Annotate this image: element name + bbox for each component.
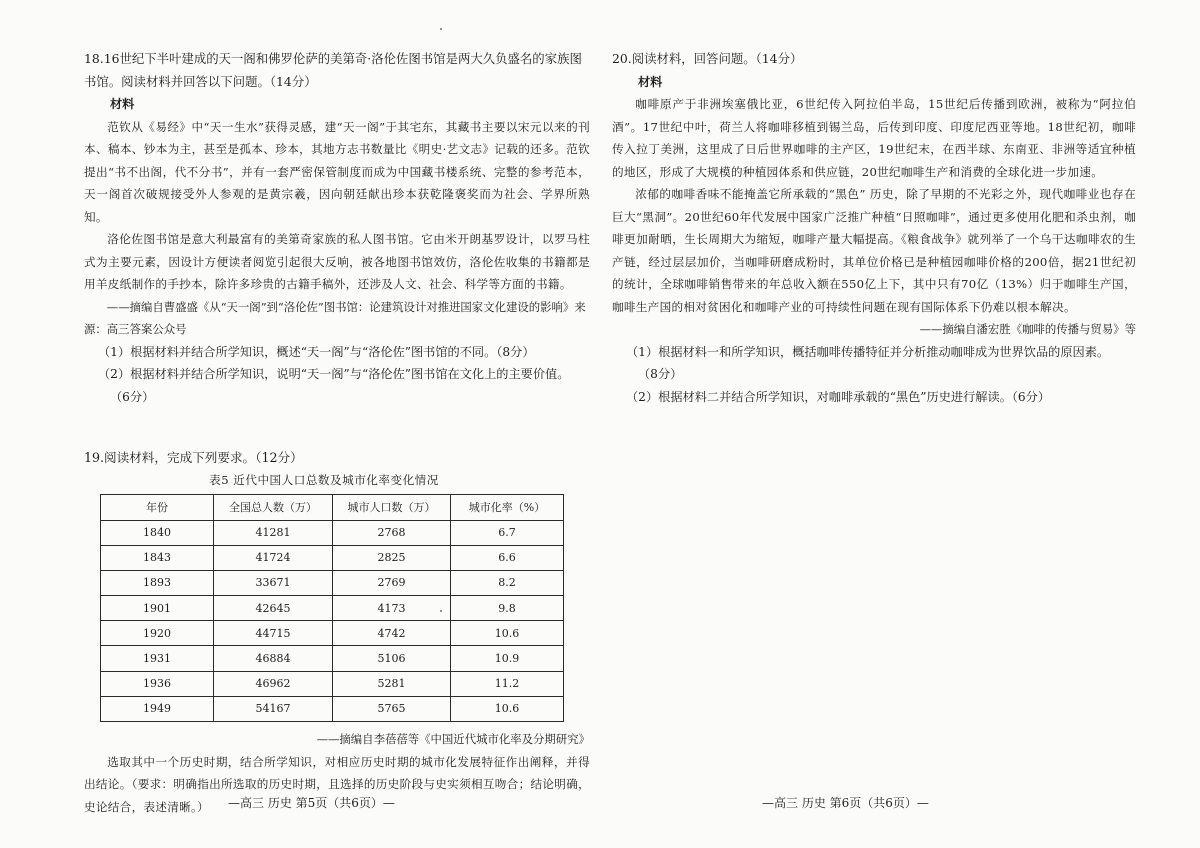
cell-rate: 10.6 bbox=[451, 621, 564, 646]
header-total-population: 全国总人数（万） bbox=[214, 494, 333, 520]
cell-rate: 6.7 bbox=[451, 520, 564, 545]
cell-rate: 10.6 bbox=[451, 696, 564, 721]
q18-material-label: 材料 bbox=[110, 97, 135, 111]
cell-rate: 6.6 bbox=[451, 545, 564, 570]
footer-page-6: —高三 历史 第6页（共6页）— bbox=[762, 796, 929, 810]
table-caption: 表5 近代中国人口总数及城市化率变化情况 bbox=[209, 472, 439, 487]
q18-paragraph-1: 范钦从《易经》中“天一生水”获得灵感，建“天一阁”于其宅东，其藏书主要以宋元以来的刊本、稿本、钞本为主，甚至是孤本、珍本，其地方志书数量比《明史·艺文志》记载的还多。范钦提出“书不出阁，代不分书”，并有一套严密保管制度而成为中国藏书楼系统、完整的参考范本，天一阁首次破规接受外人参观的是黄宗羲，因向朝廷献出珍本获乾隆褒奖而为社会、学界所熟知。 bbox=[84, 119, 590, 224]
cell-total: 41281 bbox=[214, 520, 333, 545]
cell-year: 1931 bbox=[101, 646, 214, 671]
table-row bbox=[101, 671, 564, 696]
cell-rate: 10.9 bbox=[451, 646, 564, 671]
cell-urban: 2769 bbox=[333, 570, 451, 595]
cell-total: 33671 bbox=[214, 570, 333, 595]
q18-sub-question-1: （1）根据材料并结合所学知识，概述“天一阁”与“洛伦佐”图书馆的不同。（8分） bbox=[98, 344, 535, 359]
cell-year: 1843 bbox=[101, 545, 214, 570]
q18-source: ——摘编自曹盛盛《从“天一阁”到“洛伦佐”图书馆：论建筑设计对推进国家文化建设的影响》来源：高三答案公众号 bbox=[84, 299, 586, 336]
table-row bbox=[101, 646, 564, 671]
cell-total: 46962 bbox=[214, 671, 333, 696]
cell-total: 46884 bbox=[214, 646, 333, 671]
cell-total: 54167 bbox=[214, 696, 333, 721]
q20-paragraph-2: 浓郁的咖啡香味不能掩盖它所承载的“黑色” 历史，除了早期的不光彩之外，现代咖啡业也存在巨大“黑洞”。20世纪60年代发展中国家广泛推广种植“日照咖啡”，通过更多使用化肥和杀虫剂，咖啡更加耐晒，生长周期大为缩短，咖啡产量大幅提高。《粮食战争》就列举了一个乌干达咖啡农的生产链，经过层层加价，当咖啡研磨成粉时，其单位价格已是种植园咖啡价格的200倍，据21世纪初的统计，全球咖啡销售带来的年总收入额在550亿上下，其中只有70亿（13%）归于咖啡生产国，咖啡生产国的相对贫困化和咖啡产业的可持续性问题在现有国际体系下仍难以根本解决。 bbox=[612, 187, 1136, 314]
table-row bbox=[101, 596, 564, 621]
question-18 bbox=[84, 48, 590, 408]
cell-year: 1949 bbox=[101, 696, 214, 721]
right-page bbox=[612, 48, 1136, 408]
q19-source: ——摘编自李蓓蓓等《中国近代城市化率及分期研究》 bbox=[316, 732, 590, 746]
q18-title: 18.16世纪下半叶建成的天一阁和佛罗伦萨的美第奇·洛伦佐图书馆是两大久负盛名的家族图书馆。阅读材料并回答以下问题。（14分） bbox=[84, 51, 582, 89]
cell-urban: 4742 bbox=[333, 621, 451, 646]
cell-total: 41724 bbox=[214, 545, 333, 570]
q18-sub-question-2: （2）根据材料并结合所学知识，说明“天一阁”与“洛伦佐”图书馆在文化上的主要价值。 bbox=[98, 367, 570, 381]
table-row bbox=[101, 545, 564, 570]
cell-year: 1901 bbox=[101, 596, 214, 621]
header-year: 年份 bbox=[101, 494, 214, 520]
q18-sub-question-2-score: （6分） bbox=[110, 389, 155, 404]
footer-page-5: —高三 历史 第5页（共6页）— bbox=[228, 796, 395, 810]
cell-urban: 2825 bbox=[333, 545, 451, 570]
table-row bbox=[101, 570, 564, 595]
cell-urban: 5106 bbox=[333, 646, 451, 671]
cell-total: 44715 bbox=[214, 621, 333, 646]
population-table bbox=[100, 494, 564, 723]
table-row bbox=[101, 520, 564, 545]
cell-year: 1840 bbox=[101, 520, 214, 545]
cell-year: 1920 bbox=[101, 621, 214, 646]
cell-urban: 2768 bbox=[333, 520, 451, 545]
cell-total: 42645 bbox=[214, 596, 333, 621]
cell-rate: 9.8 bbox=[451, 596, 564, 621]
q20-title: 20.阅读材料，回答问题。（14分） bbox=[612, 51, 803, 66]
q20-sub-question-2: （2）根据材料二并结合所学知识，对咖啡承载的“黑色”历史进行解读。（6分） bbox=[626, 389, 1051, 404]
scan-speck bbox=[440, 28, 442, 30]
question-19 bbox=[84, 447, 590, 818]
table-header-row bbox=[101, 494, 564, 520]
table-row bbox=[101, 621, 564, 646]
q19-title: 19.阅读材料，完成下列要求。（12分） bbox=[84, 450, 303, 465]
cell-year: 1936 bbox=[101, 671, 214, 696]
q20-source: ——摘编自潘宏胜《咖啡的传播与贸易》等 bbox=[919, 322, 1136, 336]
cell-year: 1893 bbox=[101, 570, 214, 595]
q20-paragraph-1: 咖啡原产于非洲埃塞俄比亚，6世纪传入阿拉伯半岛，15世纪后传播到欧洲，被称为“阿拉伯酒”。17世纪中叶，荷兰人将咖啡移植到锡兰岛，后传到印度、印度尼西亚等地。18世纪初，咖啡传入拉丁美洲，这里成了日后世界咖啡的主产区，19世纪末，在西半球、东南亚、非洲等适宜种植的地区，形成了大规模的种植园体系和供应链，20世纪咖啡生产和消费的全球化进一步加速。 bbox=[612, 97, 1136, 179]
q20-sub-question-1-score: （8分） bbox=[638, 367, 683, 381]
cell-rate: 11.2 bbox=[451, 671, 564, 696]
header-urban-population: 城市人口数（万） bbox=[333, 494, 451, 520]
cell-urban: 5281 bbox=[333, 671, 451, 696]
cell-rate: 8.2 bbox=[451, 570, 564, 595]
left-page bbox=[84, 48, 590, 818]
question-20 bbox=[612, 48, 1136, 408]
cell-urban: 5765 bbox=[333, 696, 451, 721]
q19-task: 选取其中一个历史时期，结合所学知识，对相应历史时期的城市化发展特征作出阐释，并得出结论。（要求：明确指出所选取的历史时期，且选择的历史阶段与史实须相互吻合；结论明确，史论结合，表述清晰。） bbox=[84, 754, 590, 814]
q20-sub-question-1: （1）根据材料一和所学知识，概括咖啡传播特征并分析推动咖啡成为世界饮品的原因素。 bbox=[626, 344, 1110, 359]
table-row bbox=[101, 696, 564, 721]
header-urbanization-rate: 城市化率（%） bbox=[451, 494, 564, 520]
q20-material-label: 材料 bbox=[638, 74, 663, 89]
q18-paragraph-2: 洛伦佐图书馆是意大利最富有的美第奇家族的私人图书馆。它由米开朗基罗设计，以罗马柱式为主要元素，因设计方便读者阅览引起很大反响，被各地图书馆效仿，洛伦佐收集的书籍都是用羊皮纸制作的手抄本，除许多珍贵的古籍手稿外，还涉及人文、社会、科学等方面的书籍。 bbox=[84, 232, 590, 291]
cell-urban: 4173 bbox=[333, 596, 451, 621]
